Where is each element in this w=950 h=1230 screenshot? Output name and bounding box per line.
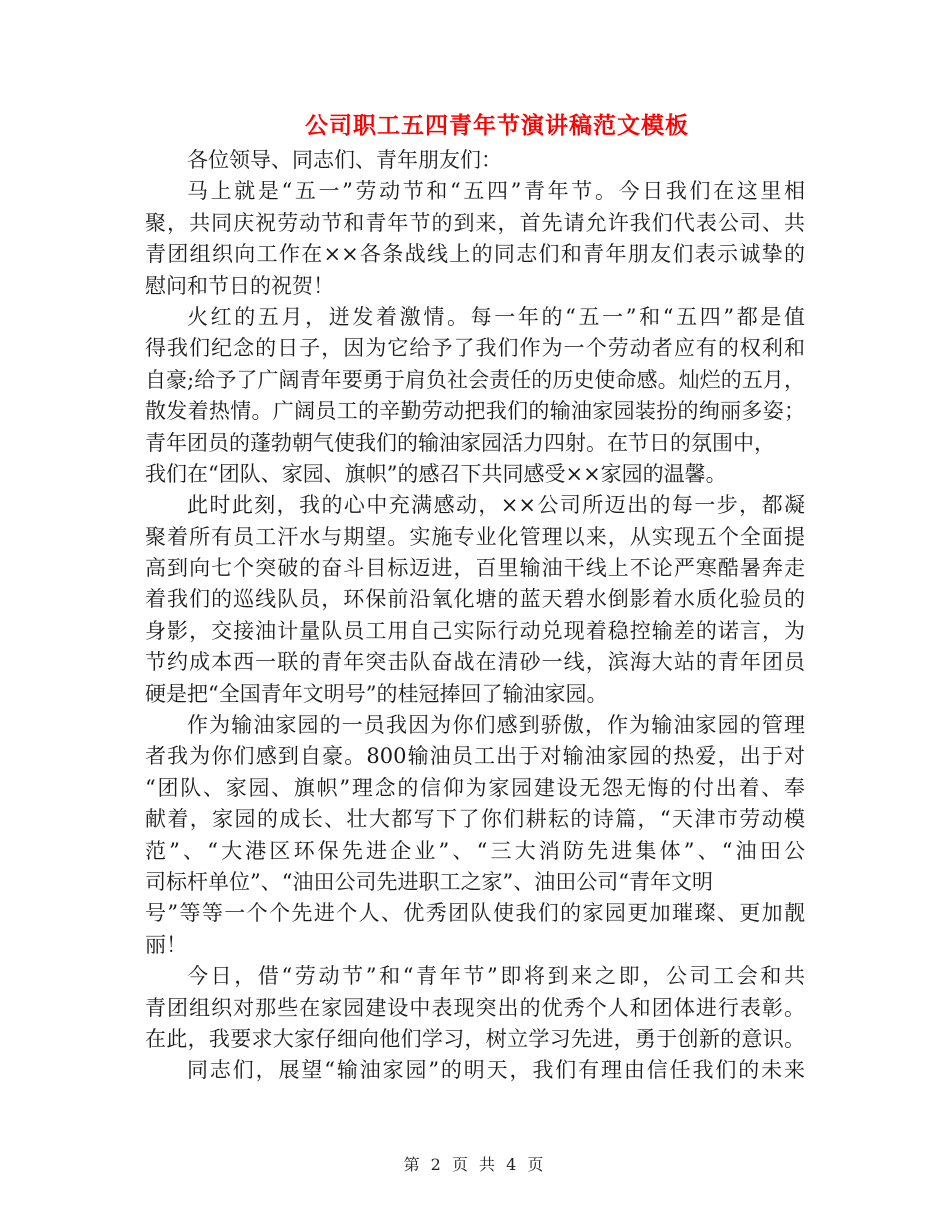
text-line: 散发着热情。广阔员工的辛勤劳动把我们的输油家园装扮的绚丽多姿； bbox=[145, 399, 805, 424]
text-line: 着我们的巡线队员，环保前沿氧化塘的蓝天碧水倒影着水质化验员的 bbox=[145, 587, 805, 612]
text-line: 同志们，展望“输油家园”的明天，我们有理由信任我们的未来 bbox=[187, 1058, 805, 1083]
text-line: 青年团员的蓬勃朝气使我们的输油家园活力四射。在节日的氛围中， bbox=[145, 430, 775, 455]
text-line: 在此，我要求大家仔细向他们学习，树立学习先进，勇于创新的意识。 bbox=[145, 1026, 805, 1051]
text-line: 聚，共同庆祝劳动节和青年节的到来，首先请允许我们代表公司、共 bbox=[145, 210, 805, 235]
text-line: 号”等等一个个先进个人、优秀团队使我们的家园更加璀璨、更加靓 bbox=[145, 901, 805, 926]
page-footer: 第 2 页 共 4 页 bbox=[403, 1155, 547, 1174]
text-line: 此时此刻，我的心中充满感动，××公司所迈出的每一步，都凝 bbox=[187, 493, 805, 518]
text-line: 我们在“团队、家园、旗帜”的感召下共同感受××家园的温馨。 bbox=[145, 461, 727, 486]
text-line: 司标杆单位”、“油田公司先进职工之家”、油田公司“青年文明 bbox=[145, 869, 713, 894]
text-line: 得我们纪念的日子，因为它给予了我们作为一个劳动者应有的权利和 bbox=[145, 336, 805, 361]
text-line: 今日，借“劳动节”和“青年节”即将到来之即，公司工会和共 bbox=[187, 964, 805, 989]
text-line: 者我为你们感到自豪。800输油员工出于对输油家园的热爱，出于对 bbox=[145, 744, 805, 769]
text-line: 硬是把“全国青年文明号”的桂冠捧回了输油家园。 bbox=[145, 681, 608, 706]
text-line: 聚着所有员工汗水与期望。实施专业化管理以来，从实现五个全面提 bbox=[145, 524, 805, 549]
text-line: 高到向七个突破的奋斗目标迈进，百里输油干线上不论严寒酷暑奔走 bbox=[145, 556, 805, 581]
text-line: 青团组织对那些在家园建设中表现突出的优秀个人和团体进行表彰。 bbox=[145, 995, 805, 1020]
text-line: 身影，交接油计量队员工用自己实际行动兑现着稳控输差的诺言，为 bbox=[145, 618, 805, 643]
text-line: 作为输油家园的一员我因为你们感到骄傲，作为输油家园的管理 bbox=[187, 713, 805, 738]
text-line: 马上就是“五一”劳动节和“五四”青年节。今日我们在这里相 bbox=[187, 179, 805, 204]
text-line: 青团组织向工作在××各条战线上的同志们和青年朋友们表示诚挚的 bbox=[145, 242, 805, 267]
text-line: 各位领导、同志们、青年朋友们： bbox=[187, 148, 502, 172]
text-line: 火红的五月，迸发着激情。每一年的“五一”和“五四”都是值 bbox=[187, 304, 805, 329]
text-line: 慰问和节日的祝贺！ bbox=[145, 273, 334, 298]
document-title: 公司职工五四青年节演讲稿范文模板 bbox=[305, 112, 689, 139]
text-line: 丽！ bbox=[145, 932, 187, 957]
text-line: 献着，家园的成长、壮大都写下了你们耕耘的诗篇，“天津市劳动模 bbox=[145, 807, 805, 832]
text-line: 范”、“大港区环保先进企业”、“三大消防先进集体”、“油田公 bbox=[145, 838, 805, 863]
document-body bbox=[145, 145, 805, 1087]
text-line: 自豪;给予了广阔青年要勇于肩负社会责任的历史使命感。灿烂的五月， bbox=[145, 367, 805, 392]
text-line: 节约成本西一联的青年突击队奋战在清砂一线，滨海大站的青年团员 bbox=[145, 650, 805, 675]
text-line: “团队、家园、旗帜”理念的信仰为家园建设无怨无悔的付出着、奉 bbox=[145, 775, 805, 800]
